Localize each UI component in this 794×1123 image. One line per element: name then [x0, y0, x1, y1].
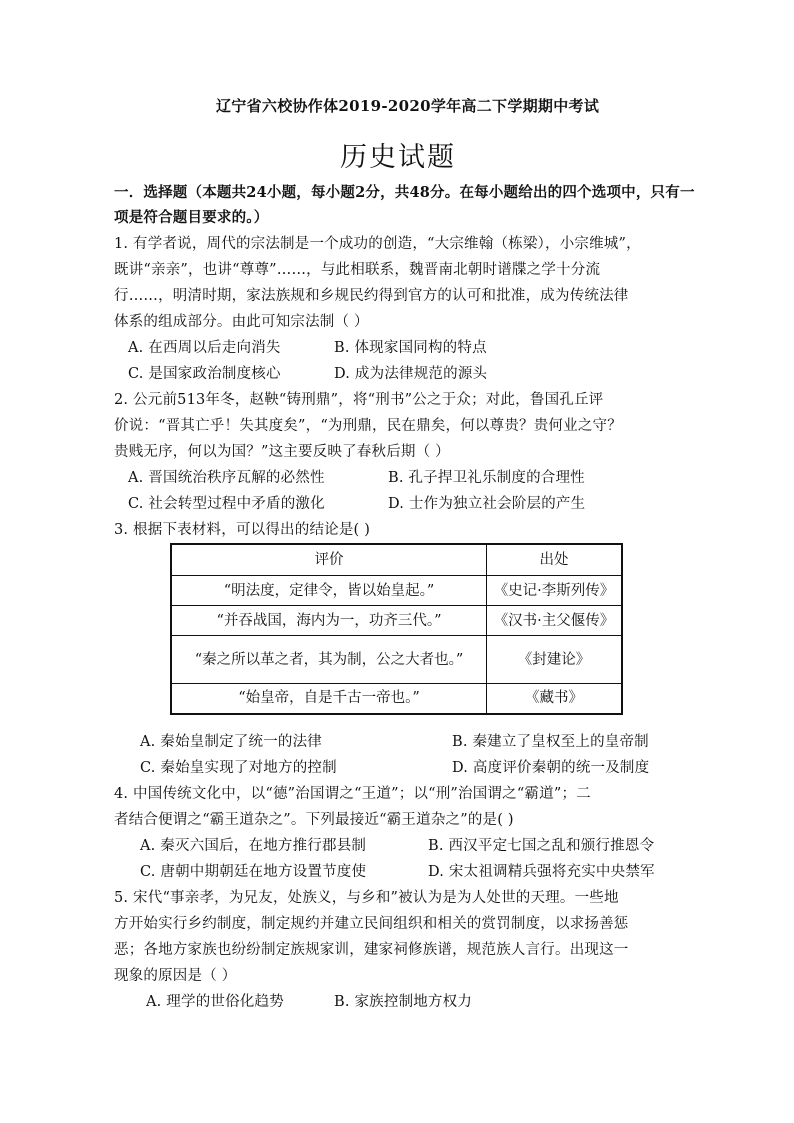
question-text-line: 价说：“晋其亡乎！失其度矣”，“为刑鼎，民在鼎矣，何以尊贵？贵何业之守？	[114, 418, 622, 434]
table-cell-source: 《汉书·主父偃传》	[487, 606, 623, 636]
page-title: 历史试题	[340, 142, 456, 173]
table-cell-evaluation: “明法度，定律令，皆以始皇起。”	[171, 576, 487, 606]
option-c: C. 秦始皇实现了对地方的控制	[140, 760, 337, 776]
table-cell-evaluation: “始皇帝，自是千古一帝也。”	[171, 684, 487, 714]
section-heading: 一．选择题（本题共24小题，每小题2分，共48分。在每小题给出的四个选项中，只有一	[114, 184, 695, 201]
question-text-line: 5. 宋代“事亲孝，为兄友，处族义，与乡和”被认为是为人处世的天理。一些地	[114, 890, 619, 906]
exam-subtitle: 辽宁省六校协作体2019-2020学年高二下学期期中考试	[216, 97, 600, 115]
option-c: C. 唐朝中期朝廷在地方设置节度使	[140, 864, 367, 880]
table-cell-source: 《藏书》	[487, 684, 623, 714]
option-d: D. 成为法律规范的源头	[334, 366, 488, 382]
table-row	[171, 576, 622, 606]
option-a: A. 晋国统治秩序瓦解的必然性	[128, 470, 325, 486]
question-text-line: 1. 有学者说，周代的宗法制是一个成功的创造，“大宗维翰（栋梁），小宗维城”，	[114, 236, 641, 252]
option-b: B. 孔子捍卫礼乐制度的合理性	[388, 470, 585, 486]
option-a: A. 在西周以后走向消失	[128, 340, 281, 356]
table-row	[171, 606, 622, 636]
table-row	[171, 636, 622, 684]
table-header-row	[171, 544, 622, 576]
option-a: A. 秦灭六国后，在地方推行郡县制	[140, 838, 367, 854]
option-b: B. 秦建立了皇权至上的皇帝制	[452, 734, 649, 750]
table-cell-evaluation: “并吞战国，海内为一，功齐三代。”	[171, 606, 487, 636]
question-text-line: 3. 根据下表材料，可以得出的结论是( )	[114, 522, 371, 538]
question-text-line: 既讲“亲亲”，也讲“尊尊”……，与此相联系，魏晋南北朝时谱牒之学十分流	[114, 262, 601, 278]
table-header-evaluation: 评价	[171, 544, 487, 576]
option-b: B. 西汉平定七国之乱和颁行推恩令	[428, 838, 655, 854]
question-text-line: 行……，明清时期，家法族规和乡规民约得到官方的认可和批准，成为传统法律	[114, 288, 629, 304]
table-cell-source: 《史记·李斯列传》	[487, 576, 623, 606]
option-a: A. 秦始皇制定了统一的法律	[140, 734, 322, 750]
question-text-line: 方开始实行乡约制度，制定规约并建立民间组织和相关的赏罚制度，以求扬善惩	[114, 916, 629, 932]
option-c: C. 社会转型过程中矛盾的激化	[128, 496, 325, 512]
table-cell-evaluation: “秦之所以革之者，其为制，公之大者也。”	[171, 636, 487, 684]
option-d: D. 高度评价秦朝的统一及制度	[452, 760, 650, 776]
question-text-line: 体系的组成部分。由此可知宗法制（ ）	[114, 314, 369, 330]
table-cell-source: 《封建论》	[487, 636, 623, 684]
section-heading-cont: 项是符合题目要求的。）	[114, 209, 269, 226]
question-text-line: 现象的原因是（ ）	[114, 968, 237, 984]
table-row	[171, 684, 622, 714]
table-header-source: 出处	[487, 544, 623, 576]
option-d: D. 宋太祖调精兵强将充实中央禁军	[428, 864, 655, 880]
question-text-line: 者结合便谓之“霸王道杂之”。下列最接近“霸王道杂之”的是( )	[114, 812, 514, 828]
source-table	[170, 543, 623, 715]
option-b: B. 体现家国同构的特点	[334, 340, 487, 356]
question-text-line: 2. 公元前513年冬，赵鞅“铸刑鼎”，将“刑书”公之于众；对此，鲁国孔丘评	[114, 392, 604, 408]
option-b: B. 家族控制地方权力	[334, 994, 473, 1010]
question-text-line: 恶；各地方家族也纷纷制定族规家训，建家祠修族谱，规范族人言行。出现这一	[114, 942, 629, 958]
option-d: D. 士作为独立社会阶层的产生	[388, 496, 586, 512]
option-a: A. 理学的世俗化趋势	[146, 994, 284, 1010]
option-c: C. 是国家政治制度核心	[128, 366, 281, 382]
question-text-line: 4. 中国传统文化中，以“德”治国谓之“王道”；以“刑”治国谓之“霸道”；二	[114, 786, 591, 802]
question-text-line: 贵贱无序，何以为国？”这主要反映了春秋后期（ ）	[114, 444, 450, 460]
